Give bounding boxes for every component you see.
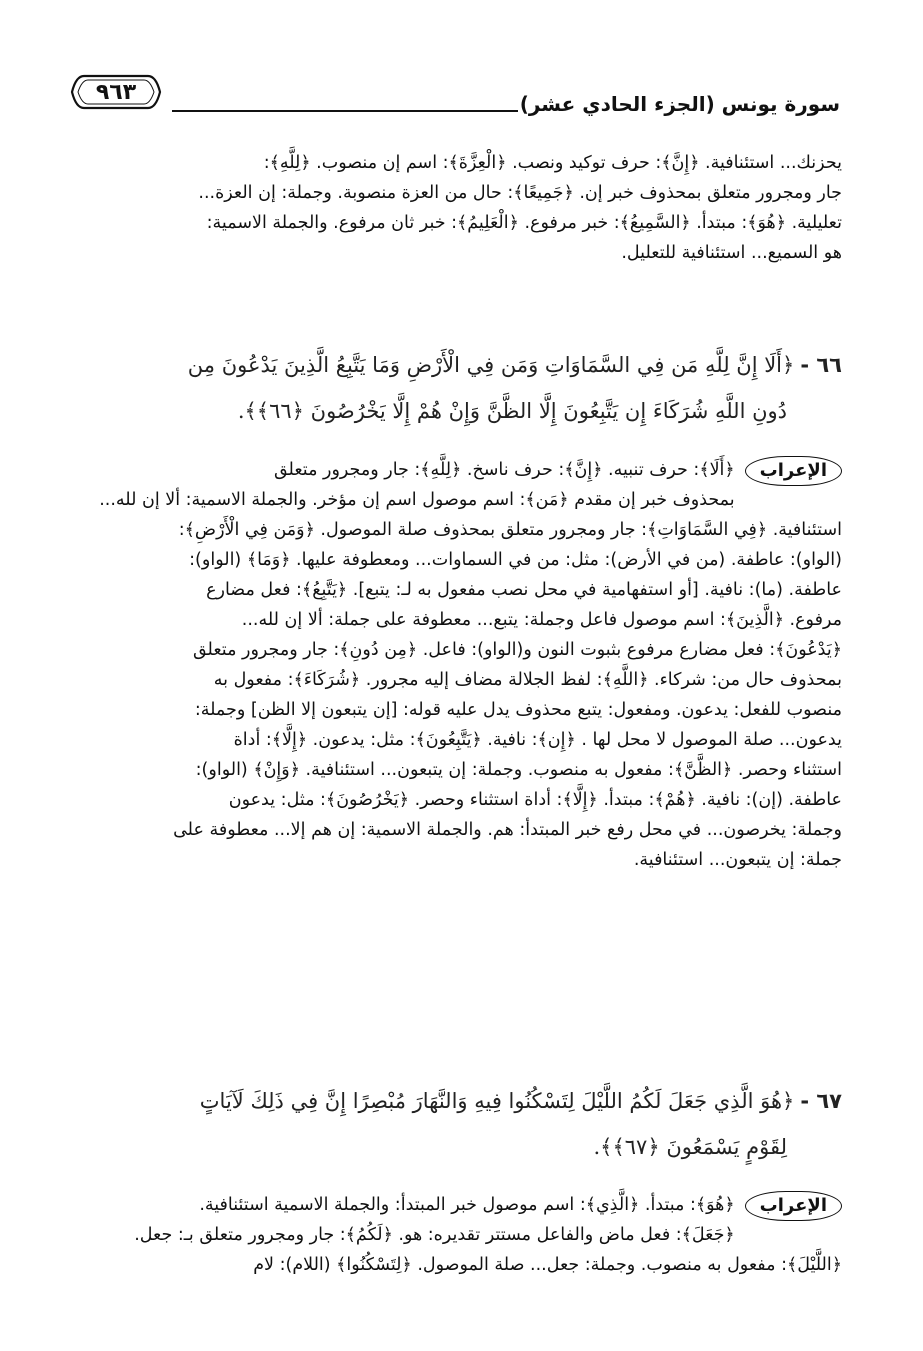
verse-67 bbox=[72, 1078, 842, 1170]
text-line: مرفوع. ﴿الَّذِينَ﴾: اسم موصول فاعل وجملة: يتبع... معطوفة على جملة: ألا إن لله... bbox=[241, 610, 842, 630]
verse-line: دُونِ اللَّهِ شُرَكَاءَ إِن يَتَّبِعُونَ إِلَّا الظَّنَّ وَإِنْ هُمْ إِلَّا يَخْرُصُونَ ﴿٦٦﴾﴾. bbox=[237, 399, 787, 423]
header-rule bbox=[172, 110, 518, 112]
text-line: ﴿أَلَا﴾: حرف تنبيه. ﴿إِنَّ﴾: حرف ناسخ. ﴿لِلَّهِ﴾: جار ومجرور متعلق bbox=[273, 460, 735, 480]
irab-66 bbox=[72, 455, 842, 875]
text-line: جملة: إن يتبعون... استئنافية. bbox=[633, 850, 842, 870]
verse-text: ﴿هُوَ الَّذِي جَعَلَ لَكُمُ اللَّيْلَ لِتَسْكُنُوا فِيهِ وَالنَّهَارَ مُبْصِرًا إِنَّ فِي ذَلِكَ لَآيَاتٍ bbox=[199, 1089, 795, 1113]
text-line: بمحذوف حال من: شركاء. ﴿اللَّهِ﴾: لفظ الجلالة مضاف إليه مجرور. ﴿شُرَكَاءَ﴾: مفعول به bbox=[213, 670, 842, 690]
text-line: ﴿يَدْعُونَ﴾: فعل مضارع مرفوع بثبوت النون و(الواو): فاعل. ﴿مِن دُونِ﴾: جار ومجرور متعلق bbox=[192, 640, 842, 660]
surah-title: سورة يونس (الجزء الحادي عشر) bbox=[519, 92, 840, 116]
verse-line bbox=[72, 1078, 842, 1124]
commentary-continuation bbox=[72, 148, 842, 268]
page-number: ٩٦٣ bbox=[95, 79, 137, 105]
text-line: استثناء وحصر. ﴿الظَّنَّ﴾: مفعول به منصوب. وجملة: إن يتبعون... استئنافية. ﴿وَإِنْ﴾ (الواو): bbox=[195, 760, 842, 780]
text-line: عاطفة. (ما): نافية. [أو استفهامية في محل نصب مفعول به لـ: يتبع]. ﴿يَتَّبِعُ﴾: فعل مضارع bbox=[206, 580, 842, 600]
verse-number: ٦٧ - bbox=[800, 1089, 842, 1113]
verse-line bbox=[72, 342, 842, 388]
page-number-frame bbox=[70, 72, 162, 112]
text-line: بمحذوف خبر إن مقدم ﴿مَن﴾: اسم موصول اسم إن مؤخر. والجملة الاسمية: ألا إن لله... bbox=[99, 490, 735, 510]
text-line: منصوب للفعل: يدعون. ومفعول: يتبع محذوف يدل عليه قوله: [إن يتبعون إلا الظن] وجملة: bbox=[194, 700, 842, 720]
text-line: ﴿اللَّيْلَ﴾: مفعول به منصوب. وجملة: جعل... صلة الموصول. ﴿لِتَسْكُنُوا﴾ (اللام): لام bbox=[253, 1255, 842, 1275]
text-line bbox=[72, 1190, 842, 1220]
verse-number: ٦٦ - bbox=[800, 353, 842, 377]
verse-text: ﴿أَلَا إِنَّ لِلَّهِ مَن فِي السَّمَاوَاتِ وَمَن فِي الْأَرْضِ وَمَا يَتَّبِعُ الَّذِينَ يَدْعُونَ مِن bbox=[187, 353, 795, 377]
text-line: ﴿جَعَلَ﴾: فعل ماض والفاعل مستتر تقديره: هو. ﴿لَكُمُ﴾: جار ومجرور متعلق بـ: جعل. bbox=[134, 1225, 735, 1245]
text-line bbox=[72, 455, 842, 485]
verse-line: لِقَوْمٍ يَسْمَعُونَ ﴿٦٧﴾﴾. bbox=[593, 1135, 787, 1159]
irab-badge: الإعراب bbox=[745, 456, 842, 486]
page-header bbox=[70, 66, 840, 122]
text-line: هو السميع... استئنافية للتعليل. bbox=[621, 243, 842, 263]
irab-67 bbox=[72, 1190, 842, 1280]
text-line: (الواو): عاطفة. (من في الأرض): مثل: من في السماوات... ومعطوفة عليها. ﴿وَمَا﴾ (الواو): bbox=[189, 550, 842, 570]
text-line: جار ومجرور متعلق بمحذوف خبر إن. ﴿جَمِيعًا﴾: حال من العزة منصوبة. وجملة: إن العزة... bbox=[198, 183, 842, 203]
text-line: استئنافية. ﴿فِي السَّمَاوَاتِ﴾: جار ومجرور متعلق بمحذوف صلة الموصول. ﴿وَمَن فِي الْأَرْضِ﴾: bbox=[178, 520, 842, 540]
irab-badge: الإعراب bbox=[745, 1191, 842, 1221]
text-line: ﴿هُوَ﴾: مبتدأ. ﴿الَّذِي﴾: اسم موصول خبر المبتدأ: والجملة الاسمية استئنافية. bbox=[199, 1195, 735, 1215]
text-line: يدعون... صلة الموصول لا محل لها . ﴿إِن﴾: نافية. ﴿يَتَّبِعُونَ﴾: مثل: يدعون. ﴿إِلَّا﴾: أداة bbox=[233, 730, 842, 750]
verse-66 bbox=[72, 342, 842, 434]
text-line: تعليلية. ﴿هُوَ﴾: مبتدأ. ﴿السَّمِيعُ﴾: خبر مرفوع. ﴿الْعَلِيمُ﴾: خبر ثان مرفوع. والجملة الاسمية: bbox=[206, 213, 842, 233]
text-line: يحزنك... استئنافية. ﴿إِنَّ﴾: حرف توكيد ونصب. ﴿الْعِزَّةَ﴾: اسم إن منصوب. ﴿لِلَّهِ﴾: bbox=[263, 153, 842, 173]
text-line: عاطفة. (إن): نافية. ﴿هُمْ﴾: مبتدأ. ﴿إِلَّا﴾: أداة استثناء وحصر. ﴿يَخْرُصُونَ﴾: مثل: يدعون bbox=[228, 790, 842, 810]
text-line: وجملة: يخرصون... في محل رفع خبر المبتدأ: هم. والجملة الاسمية: إن هم إلا... معطوفة على bbox=[173, 820, 842, 840]
